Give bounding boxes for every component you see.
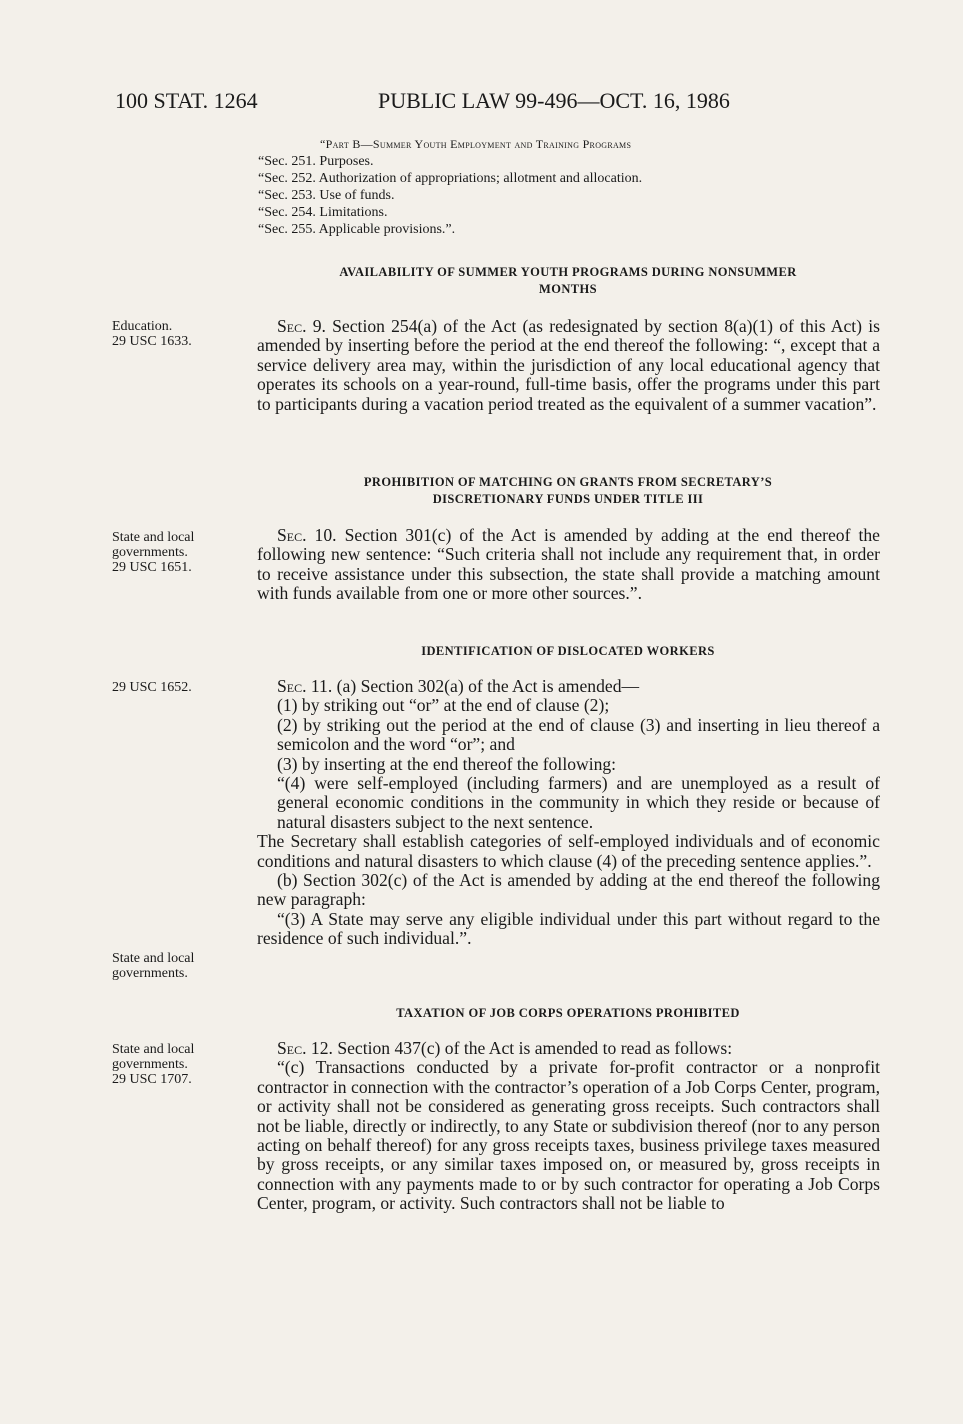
section-11-heading: IDENTIFICATION OF DISLOCATED WORKERS — [421, 644, 715, 658]
stat-page-number: 100 STAT. 1264 — [115, 88, 258, 113]
section-9-margin-note: Education. 29 USC 1633. — [112, 319, 192, 349]
section-label: Sec. 10. — [277, 525, 337, 545]
section-12-margin-note: State and local governments. 29 USC 1707. — [112, 1042, 195, 1087]
section-9-body: Sec. 9. Section 254(a) of the Act (as redesignated by section 8(a)(1) of this Act) is amended by inserting before the period at the end thereof the following: “, except that a service delivery area may, within the jurisdiction of any local educational agency that operates its schools on a year-round, full-time basis, offer the programs under this part to participants during a vacation period treated as the equivalent of a summer vacation”. — [257, 316, 880, 414]
clause-3: (3) by inserting at the end thereof the following: — [277, 753, 617, 774]
section-label: Sec. 12. — [277, 1038, 333, 1058]
subsection-b-quote: “(3) A State may serve any eligible individual under this part without regard to the residence of such individual.”. — [257, 908, 880, 949]
clause-2: (2) by striking out the period at the end of clause (3) and inserting in lieu thereof a semicolon and the word “or”; and — [277, 714, 880, 755]
section-10-body: Sec. 10. Section 301(c) of the Act is amended by adding at the end thereof the following new sentence: “Such criteria shall not include any requirement that, in order to receive assistance under this subsection, the state shall provide a matching amount with funds available from one or more other sources.”. — [257, 525, 880, 604]
section-12-text: “(c) Transactions conducted by a private for-profit contractor or a nonprofit contractor in connection with the contractor’s operation of a Job Corps Center, program, or activity shall not be considered as generating gross receipts. Such contractors shall not be liable, directly or indirectly, to any State or subdivision thereof (nor to any person acting on behalf thereof) for any gross receipts taxes, business privilege taxes measured by gross receipts, or any similar taxes imposed on, or measured by, gross receipts in connection with any payments made to or by such contractor for operating a Job Corps Center, program, or activity. Such contractors shall not be liable to — [257, 1057, 880, 1214]
section-10-heading: PROHIBITION OF MATCHING ON GRANTS FROM SECRETARY’S DISCRETIONARY FUNDS UNDER TITLE III — [363, 475, 773, 506]
section-11-body: Sec. 11. (a) Section 302(a) of the Act is amended— (1) by striking out “or” at the end of clause (2); (2) by striking out the period at the end of clause (3) and inserting in lieu thereof a semicolon and the word “or”; and (3) by inserting at the end thereof the following: “(4) were self-employed (including farmers) and are unemployed as a result of general economic conditions in the community in which they reside or because of natural disasters subject to the next sentence. The Secretary shall establish categories of self-employed individuals and of economic conditions and natural disasters to which clause (4) of the preceding sentence applies.”. (b) Section 302(c) of the Act is amended by adding at the end thereof the following new paragraph: “(3) A State may serve any eligible individual under this part without regard to the residence of such individual.”. — [257, 676, 880, 949]
section-label: Sec. 9. — [277, 316, 326, 336]
section-label: Sec. 11. — [277, 676, 333, 696]
quoted-clause-4: “(4) were self-employed (including farmers) and are unemployed as a result of general economic conditions in the community in which they reside or because of natural disasters subject to the next sentence. — [277, 773, 880, 832]
section-12-heading: TAXATION OF JOB CORPS OPERATIONS PROHIBITED — [396, 1006, 740, 1020]
toc-item: “Sec. 254. Limitations. — [258, 205, 388, 220]
section-12-body: Sec. 12. Section 437(c) of the Act is amended to read as follows: “(c) Transactions conducted by a private for-profit contractor or a nonprofit contractor in connection with the contractor’s operation of a Job Corps Center, program, or activity shall not be considered as generating gross receipts. Such contractors shall not be liable, directly or indirectly, to any State or subdivision thereof (nor to any person acting on behalf thereof) for any gross receipts taxes, business privilege taxes measured by gross receipts, or any similar taxes imposed on, or measured by, gross receipts in connection with any payments made to or by such contractor for operating a Job Corps Center, program, or activity. Such contractors shall not be liable to — [257, 1038, 880, 1214]
table-of-contents — [258, 136, 642, 238]
subsection-b: (b) Section 302(c) of the Act is amended by adding at the end thereof the following new paragraph: — [257, 870, 880, 910]
section-11-margin-note: 29 USC 1652. — [112, 680, 192, 695]
toc-item: “Sec. 252. Authorization of appropriations; allotment and allocation. — [258, 171, 643, 186]
section-11b-margin-note: State and local governments. — [112, 951, 195, 981]
toc-part-title: “Part B—Summer Youth Employment and Training Programs — [320, 137, 632, 151]
clause-1: (1) by striking out “or” at the end of clause (2); — [277, 695, 610, 716]
law-title: PUBLIC LAW 99-496—OCT. 16, 1986 — [378, 88, 730, 113]
toc-item: “Sec. 251. Purposes. — [258, 154, 374, 169]
toc-item: “Sec. 253. Use of funds. — [258, 188, 395, 203]
toc-item: “Sec. 255. Applicable provisions.”. — [258, 222, 456, 237]
section-10-margin-note: State and local governments. 29 USC 1651. — [112, 530, 195, 575]
section-9-heading: AVAILABILITY OF SUMMER YOUTH PROGRAMS DURING NONSUMMER MONTHS — [339, 265, 797, 296]
secretary-paragraph: The Secretary shall establish categories of self-employed individuals and of economic conditions and natural disasters to which clause (4) of the preceding sentence applies.”. — [257, 831, 880, 871]
